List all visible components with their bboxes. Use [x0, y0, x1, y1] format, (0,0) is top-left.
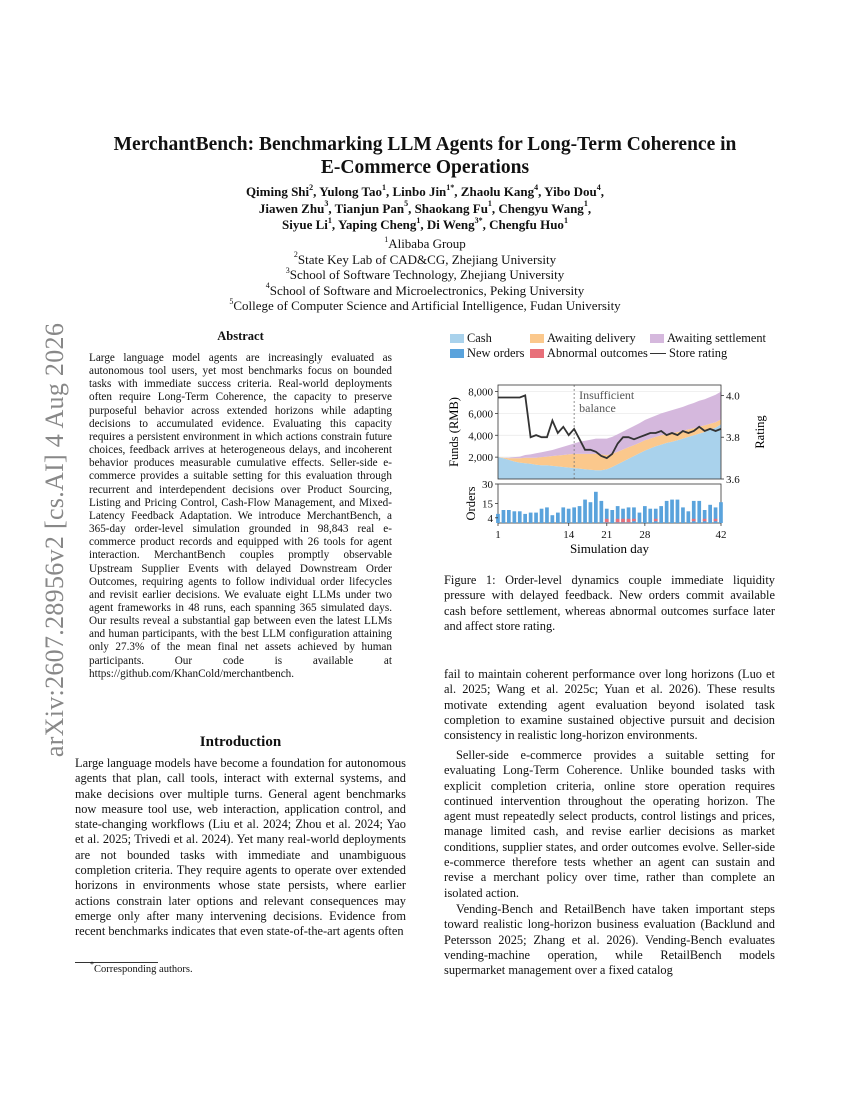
affiliation [90, 252, 760, 268]
affiliation [90, 267, 760, 283]
legend-label: New orders [467, 346, 525, 360]
affiliation [90, 298, 760, 314]
title-line-1: MerchantBench: Benchmarking LLM Agents for Long-Term Coherence in [113, 134, 737, 155]
affiliation-mark: 4 [265, 281, 270, 291]
author [461, 184, 538, 199]
new-orders-bar [496, 514, 500, 523]
abnormal-outcome-bar [632, 519, 636, 521]
annotation-text: Insufficient [579, 388, 635, 402]
author-affiliation-mark: 2 [309, 182, 314, 192]
figure-caption: Figure 1: Order-level dynamics couple immediate liquidity pressure with delayed feedback. New orders commit available cash before settlement, whereas abnormal outcomes surface later and affect store rating. [444, 573, 775, 633]
funds-axis-label: Funds (RMB) [447, 397, 461, 467]
abnormal-outcome-bar [616, 519, 620, 523]
author-affiliation-mark: 4 [596, 182, 601, 192]
author-name: Siyue Li [282, 217, 328, 232]
author-name: Jiawen Zhu [258, 200, 325, 216]
author-line: Jiawen Zhu$^3$, Tianjun Pan$^5$, Shaokang Fu$^1$, Chengyu Wang$^1$, [258, 199, 592, 216]
legend-item-store-rating [650, 346, 727, 361]
new-orders-bar [638, 513, 642, 523]
new-orders-bar [681, 507, 685, 523]
affiliation [90, 236, 760, 252]
right-paragraph-continued: fail to maintain coherent performance over long horizons (Luo et al. 2025; Wang et al. 2025c; Yuan et al. 2026). These results motivate extending agent evaluation beyond isolated task completion to examine sustained objective pursuit and decision consistency in realistic long-horizon environments. [444, 667, 775, 743]
new-orders-bar [665, 501, 669, 523]
awaiting-delivery-swatch [530, 334, 544, 343]
y-tick-label: 6,000 [468, 408, 493, 421]
new-orders-bar [583, 500, 587, 523]
legend-label: Awaiting settlement [667, 331, 766, 345]
new-orders-bar [648, 509, 652, 523]
legend-label: Store rating [669, 346, 728, 360]
x-tick-label: 1 [495, 529, 501, 541]
author-affiliation-mark: 3 [324, 199, 329, 209]
right-paragraph-2: Seller-side e-commerce provides a suitable setting for evaluating Long-Term Coherence. Unlike bounded tasks with explicit completion criteria, online store operation requires continued intervention throughout the operating horizon. The agent must repeatedly select products, control listings and prices, manage limited cash, and revise earlier decisions as market conditions, supplier states, and order outcomes evolve. Seller-side e-commerce therefore tests whether an agent can sustain and revise a merchant policy over time, rather than complete an isolated action. [444, 748, 775, 900]
intro-paragraph-1: Large language models have become a foundation for autonomous agents that plan, call tools, interact with external systems, and make decisions over multiple turns. General agent benchmarks now measure tool use, web interaction, application control, and state-changing workflows (Liu et al. 2024; Zhou et al. 2024; Yao et al. 2025; Trivedi et al. 2024). Yet many real-world deployments are not bounded tasks with immediate and unambiguous completion criteria. They require agents to operate over extended horizons in environments whose state persists, where earlier actions constrain later options and relevant consequences may emerge only after many intervening decisions. Evidence from recent benchmarks indicates that even state-of-the-art agents often [75, 756, 406, 939]
new-orders-bar [545, 507, 549, 523]
x-tick-label: 21 [601, 529, 613, 541]
y-tick-label: 4,000 [468, 430, 493, 443]
new-orders-swatch [450, 349, 464, 358]
arxiv-side-stamp: arXiv:2607.28956v2 [cs.AI] 4 Aug 2026 [40, 322, 69, 758]
author-name: Yulong Tao [319, 184, 382, 199]
author-affiliation-mark: 4 [534, 182, 539, 192]
new-orders-bar [551, 515, 555, 523]
author [246, 184, 313, 199]
abnormal-outcome-bar [714, 519, 718, 521]
author [498, 201, 587, 216]
author-affiliation-mark: 1 [487, 199, 492, 209]
new-orders-bar [507, 510, 511, 523]
abnormal-outcome-bar [605, 519, 609, 523]
author-name: Yaping Cheng [337, 217, 417, 232]
author [427, 217, 483, 232]
new-orders-bar [572, 507, 576, 523]
footnote-rule [75, 962, 158, 963]
abnormal-outcome-bar [627, 519, 631, 523]
author-name: Zhaolu Kang [460, 184, 535, 199]
annotation-text: balance [579, 401, 616, 415]
x-tick-label: 42 [715, 529, 727, 541]
author [259, 201, 328, 216]
author-name: Di Weng [426, 217, 475, 232]
affiliation-mark: 2 [293, 250, 298, 260]
footnote-mark: * [90, 959, 94, 969]
author [282, 217, 332, 232]
affiliation [90, 283, 760, 299]
rating-tick-label: 3.6 [726, 474, 740, 486]
new-orders-bar [697, 501, 701, 523]
abstract-body: Large language model agents are increasingly evaluated as autonomous tool users, yet most benchmarks focus on bounded tasks with immediate success criteria. Real-world deployments often require Long-Term Coherence, the capacity to preserve purposeful behavior across extended horizons while adapting decisions to accumulated evidence. Evaluating this capacity requires a persistent environment in which actions constrain future choices, feedback arrives at heterogeneous delays, and incoherent behavior produces measurable cumulative effects. Seller-side e-commerce provides a suitable setting for this evaluation through recurrent and interdependent decisions over Product Sourcing, Listing and Pricing Control, Cash-Flow Management, and Mixed-Latency Feedback Adaptation. We introduce MerchantBench, a 365-day order-level simulation grounded in 98,843 real e-commerce product records and equipped with 26 tools for agent interaction. MerchantBench couples promptly observable Upstream Supplier Events with delayed Downstream Order Outcomes, requiring agents to follow individual order lifecycles and revisit earlier decisions. We evaluate eight LLMs under two agent frameworks in 48 runs, each spanning 365 simulated days. Our results reveal a substantial gap between even the latest LLMs and human participants, with the best LLM configuration attaining only 27.3% of the mean final net assets achieved by human participants. Our code is available at https://github.com/KhanCold/merchantbench. [89, 352, 392, 680]
author [335, 201, 409, 216]
cash-swatch [450, 334, 464, 343]
author-list [90, 184, 760, 234]
new-orders-bar [540, 509, 544, 523]
affiliation-text: State Key Lab of CAD&CG, Zhejiang University [297, 251, 557, 267]
y-tick-label: 2,000 [468, 452, 493, 465]
author-affiliation-mark: 1 [563, 215, 568, 225]
awaiting-settlement-swatch [650, 334, 664, 343]
introduction-heading: Introduction [199, 734, 282, 750]
x-axis-label: Simulation day [569, 541, 650, 556]
new-orders-bar [659, 506, 663, 523]
new-orders-bar [556, 513, 560, 523]
new-orders-bar [523, 514, 527, 523]
new-orders-bar [643, 506, 647, 523]
author-name: Chengyu Wang [498, 200, 584, 216]
author-affiliation-mark: 1 [416, 215, 421, 225]
new-orders-bar [589, 502, 593, 523]
legend-item-new-orders [450, 346, 524, 361]
rating-tick-label: 4.0 [726, 390, 740, 403]
affiliation-list [90, 236, 760, 314]
author [489, 217, 568, 232]
new-orders-bar [600, 501, 604, 523]
x-tick-label: 28 [639, 529, 651, 541]
orders-tick-label: 15 [482, 498, 493, 511]
author-affiliation-mark: 1* [446, 182, 455, 192]
abnormal-outcome-bar [703, 519, 707, 521]
author [544, 184, 601, 199]
legend-item-abnormal-outcomes [530, 346, 648, 361]
author-name: Shaokang Fu [414, 200, 488, 216]
author [319, 184, 386, 199]
author-name: Yibo Dou [544, 184, 597, 199]
paper-title [90, 133, 760, 179]
x-tick-label: 14 [563, 529, 575, 541]
author-name: Tianjun Pan [334, 200, 405, 216]
author [415, 201, 492, 216]
legend-item-awaiting-delivery [530, 331, 636, 346]
new-orders-bar [529, 513, 533, 523]
new-orders-bar [594, 492, 598, 523]
affiliation-mark: 3 [285, 265, 290, 275]
footnote [90, 959, 193, 975]
affiliation-mark: 1 [384, 234, 389, 244]
author [392, 184, 454, 199]
legend-label: Cash [467, 331, 492, 345]
abnormal-outcome-bar [654, 519, 658, 521]
right-paragraph-3: Vending-Bench and RetailBench have taken important steps toward realistic long-horizon business evaluation (Backlund and Petersson 2025; Zhang et al. 2026). Vending-Bench evaluates vending-machine operation, while RetailBench models supermarket management over a fixed catalog [444, 902, 775, 978]
author-affiliation-mark: 1 [583, 199, 588, 209]
new-orders-bar [670, 500, 674, 523]
abnormal-outcomes-swatch [530, 349, 544, 358]
author-affiliation-mark: 3* [474, 215, 483, 225]
new-orders-bar [561, 507, 565, 523]
new-orders-bar [708, 505, 712, 523]
author [338, 217, 420, 232]
store-rating-line-swatch [650, 353, 666, 354]
legend-item-awaiting-settlement [650, 331, 766, 346]
author-line: Qiming Shi$^2$, Yulong Tao$^1$, Linbo Jin$^{1*}$, Zhaolu Kang$^4$, Yibo Dou$^4$, [245, 182, 605, 199]
title-line-2: E-Commerce Operations [320, 157, 530, 178]
orders-axis-label: Orders [464, 486, 478, 521]
legend-label: Abnormal outcomes [547, 346, 648, 360]
affiliation-text: College of Computer Science and Artificial Intelligence, Fudan University [233, 298, 621, 313]
affiliation-text: School of Software and Microelectronics, Peking University [269, 282, 585, 298]
legend-item-cash [450, 331, 492, 346]
affiliation-mark: 5 [229, 296, 234, 306]
rating-tick-label: 3.8 [726, 432, 740, 445]
legend-label: Awaiting delivery [547, 331, 636, 345]
rating-axis-label: Rating [753, 415, 767, 449]
new-orders-bar [534, 513, 538, 523]
affiliation-text: Alibaba Group [388, 236, 466, 251]
new-orders-bar [518, 511, 522, 523]
new-orders-bar [610, 510, 614, 523]
author-name: Qiming Shi [245, 184, 310, 199]
abnormal-outcome-bar [621, 519, 625, 523]
abnormal-outcome-bar [692, 519, 696, 521]
y-tick-label: 8,000 [468, 386, 493, 399]
author-affiliation-mark: 5 [404, 199, 409, 209]
footnote-text: Corresponding authors. [94, 964, 193, 975]
new-orders-bar [676, 500, 680, 523]
author-name: Chengfu Huo [489, 217, 564, 232]
new-orders-bar [567, 509, 571, 523]
author-affiliation-mark: 1 [327, 215, 332, 225]
abstract-heading: Abstract [217, 329, 264, 343]
new-orders-bar [687, 511, 691, 523]
new-orders-bar [502, 510, 506, 523]
figure-1-chart [440, 375, 780, 565]
author-line: Siyue Li$^1$, Yaping Cheng$^1$, Di Weng$^{3*}$, Chengfu Huo$^1$ [282, 215, 568, 232]
orders-tick-label: 4 [487, 512, 493, 525]
orders-tick-label: 30 [482, 479, 493, 491]
new-orders-bar [578, 506, 582, 523]
new-orders-bar [719, 502, 723, 523]
author-name: Linbo Jin [392, 184, 447, 199]
author-affiliation-mark: 1 [381, 182, 386, 192]
affiliation-text: School of Software Technology, Zhejiang University [289, 267, 565, 282]
new-orders-bar [513, 511, 517, 523]
